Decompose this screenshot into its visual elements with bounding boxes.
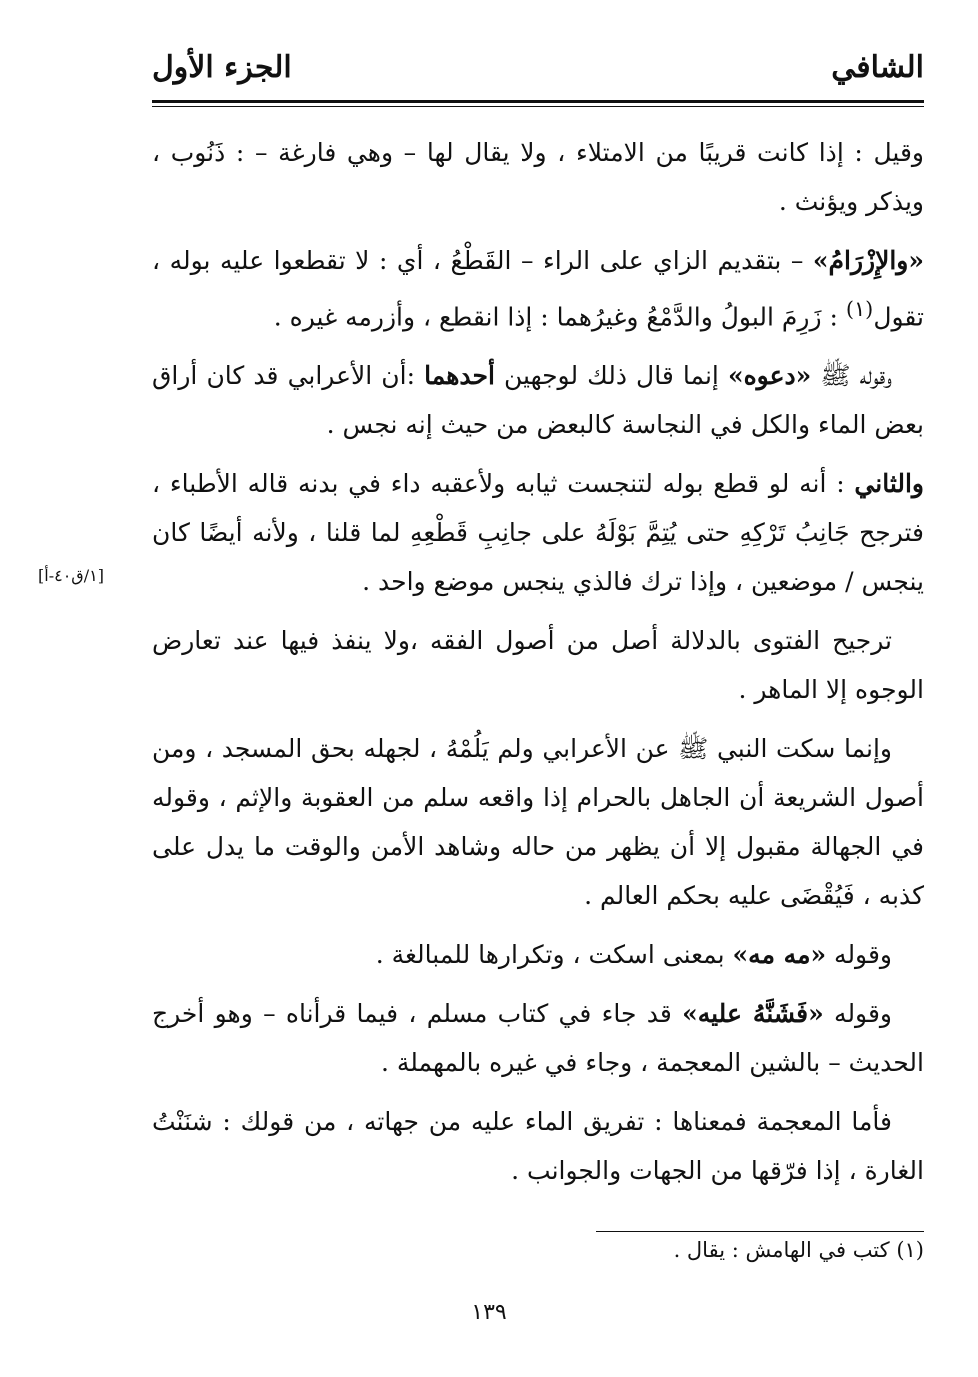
paragraph-5: ترجيح الفتوى بالدلالة أصل من أصول الفقه ،ولا ينفذ فيها عند تعارض الوجوه إلا الماهر . — [152, 626, 924, 705]
term-althani: والثاني — [854, 469, 924, 499]
paragraph-8 — [152, 989, 924, 1087]
header-rule-thin — [152, 106, 924, 107]
term-ahaduhuma: أحدهما — [424, 361, 495, 391]
paragraph-8-text-b: قد جاء في كتاب مسلم ، فيما قرأناه – وهو أخرج الحديث – بالشين المعجمة ، وجاء في غيره بالمهملة . — [152, 999, 924, 1078]
paragraph-3-text-c: :أن الأعرابي قد كان أراق بعض الماء والكل في النجاسة كالبعض من حيث إنه نجس . — [152, 361, 924, 440]
paragraph-7-text-a: وقوله — [826, 940, 892, 970]
running-head-book-title: الشافي — [831, 50, 924, 85]
paragraph-7-text-b: بمعنى اسكت ، وتكرارها للمبالغة . — [375, 940, 733, 970]
body-text — [152, 128, 924, 1205]
page-number: ١٣٩ — [471, 1300, 507, 1325]
paragraph-7 — [152, 930, 924, 979]
paragraph-2-text-a: – بتقديم الزاي على الراء – القَطْعُ ، أي : لا تقطعوا عليه بوله ، تقول — [152, 246, 924, 332]
paragraph-2 — [152, 236, 924, 341]
term-izram: «والإِزْرَامُ» — [812, 246, 924, 275]
manuscript-folio-marker: [١/ق٤٠-أ] — [38, 566, 104, 585]
footnote-ref: (١) — [845, 297, 874, 321]
paragraph-6: وإنما سكت النبي ﷺ عن الأعرابي ولم يَلُمْهُ ، لجهله بحق المسجد ، ومن أصول الشريعة أن الجاهل بالحرام إذا واقعه سلم من العقوبة والإثم ، وقوله في الجهالة مقبول إلا أن يظهر من حاله وشاهد الأمن والوقت ما يدل على كذبه ، فَيُقْضَى عليه بحكم العالم . — [152, 734, 924, 911]
paragraph-4 — [152, 459, 924, 606]
paragraph-3-text-b: إنما قال ذلك لوجهين — [494, 361, 728, 391]
paragraph-1: وقيل : إذا كانت قريبًا من الامتلاء ، ولا يقال لها – وهي فارغة – : ذَنُوب ، ويذكر ويؤنث . — [152, 138, 924, 216]
paragraph-3-text-a: وقوله ﷺ — [811, 361, 892, 391]
footnote: (١) كتب في الهامش : يقال . — [673, 1238, 924, 1262]
paragraph-2-text-b: : زَرِمَ البولُ والدَّمْعُ وغيرُهما : إذا انقطع ، وأزرمه غيره . — [273, 302, 846, 332]
paragraph-3 — [152, 351, 924, 449]
header-rule — [152, 100, 924, 103]
paragraph-4-text: : أنه لو قطع بوله لتنجست ثيابه ولأعقبه داء في بدنه قاله الأطباء ، فترجح جَانِبُ تَرْكِهِ حتى يُتِمَّ بَوْلَهُ على جانِبِ قَطْعِهِ لما قلنا ، ولأنه أيضًا كان ينجس / موضعين ، وإذا ترك فالذي ينجس موضع واحد . — [152, 469, 924, 597]
term-mah-mah: «مه مه» — [732, 940, 827, 970]
term-daouhu: «دعوه» — [727, 361, 812, 391]
running-head-volume: الجزء الأول — [152, 50, 292, 85]
term-fashannahu: «فَشَنَّهُ عليه» — [682, 999, 824, 1029]
paragraph-9: فأما المعجمة فمعناها : تفريق الماء عليه من جهاته ، من قولك : شنَنْتُ الغارة ، إذا فرّقها من الجهات والجوانب . — [152, 1107, 924, 1186]
footnote-rule — [596, 1231, 924, 1232]
paragraph-8-text-a: وقوله — [823, 999, 893, 1029]
